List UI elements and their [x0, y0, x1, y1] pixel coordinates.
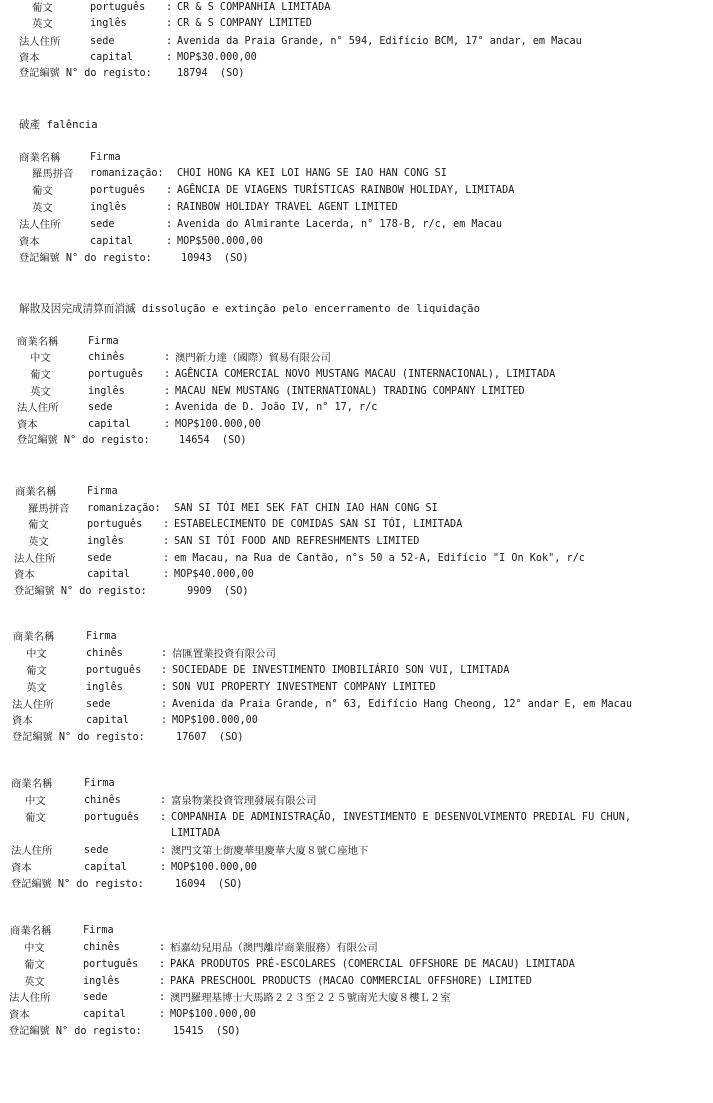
colon: :	[164, 402, 171, 413]
label-cn: 商業名稱	[17, 336, 59, 348]
entry-capital-row	[0, 417, 261, 433]
reg-label: 登記編號 N° do registo:	[12, 732, 145, 743]
label-cn: 中文	[26, 648, 47, 660]
label-pt: português	[83, 959, 139, 970]
entry-zh-row	[0, 646, 276, 662]
value: COMPANHIA DE ADMINISTRAÇÃO, INVESTIMENTO E DESENVOLVIMENTO PREDIAL FU CHUN,	[171, 812, 632, 823]
label-cn: 資本	[9, 1009, 30, 1021]
colon: :	[166, 236, 173, 247]
value: MOP$100.000,00	[171, 862, 257, 873]
label-cn: 法人住所	[11, 845, 53, 857]
entry-sede-row	[0, 400, 378, 416]
label-pt: capital	[90, 52, 133, 63]
entry-capital-row	[0, 567, 254, 583]
reg-value: 18794 (SO)	[177, 68, 245, 79]
colon: :	[166, 36, 173, 47]
colon: :	[164, 386, 171, 397]
entry-pt-row	[0, 517, 463, 533]
value: Avenida da Praia Grande, n° 594, Edifício BCM, 17° andar, em Macau	[177, 36, 582, 47]
entry-en-row	[0, 974, 532, 990]
reg-value: 14654 (SO)	[179, 435, 247, 446]
value: AGÊNCIA DE VIAGENS TURÍSTICAS RAINBOW HOLIDAY, LIMITADA	[177, 185, 515, 196]
label-cn: 英文	[30, 386, 51, 398]
value: MACAU NEW MUSTANG (INTERNATIONAL) TRADING COMPANY LIMITED	[175, 386, 525, 397]
value: CR & S COMPANY LIMITED	[177, 18, 312, 29]
colon: :	[166, 2, 173, 13]
label-pt: Firma	[86, 631, 117, 642]
entry-pt-row	[0, 810, 632, 826]
value: Avenida do Almirante Lacerda, n° 178-B, r/c, em Macau	[177, 219, 503, 230]
colon: :	[163, 536, 170, 547]
value: MOP$500.000,00	[177, 236, 263, 247]
value: em Macau, na Rua de Cantão, n°s 50 a 52-A, Edifício "I On Kok", r/c	[174, 553, 585, 564]
label-pt: sede	[83, 992, 108, 1003]
colon: :	[159, 1009, 166, 1020]
value: PAKA PRODUTOS PRÉ-ESCOLARES (COMERCIAL OFFSHORE DE MACAU) LIMITADA	[170, 959, 575, 970]
label-pt: português	[84, 812, 140, 823]
label-cn: 商業名稱	[10, 925, 52, 937]
label-cn: 法人住所	[19, 36, 61, 48]
label-pt: romanização:	[87, 503, 161, 514]
colon: :	[163, 569, 170, 580]
reg-label: 登記編號 N° do registo:	[9, 1026, 142, 1037]
entry-sede-row	[0, 217, 503, 233]
value: 富泉物業投資管理發展有限公司	[171, 795, 317, 807]
colon: :	[161, 715, 168, 726]
label-pt: inglês	[90, 18, 127, 29]
colon: :	[160, 795, 167, 806]
label-cn: 中文	[30, 352, 51, 364]
value: MOP$40.000,00	[174, 569, 254, 580]
colon: :	[164, 352, 171, 363]
label-cn: 英文	[24, 976, 45, 988]
entry-capital-row	[0, 234, 263, 250]
label-cn: 法人住所	[14, 553, 56, 565]
label-cn: 英文	[32, 18, 53, 30]
label-pt: sede	[88, 402, 113, 413]
label-pt: inglês	[87, 536, 124, 547]
label-cn: 葡文	[32, 185, 53, 197]
entry-en-row	[0, 200, 398, 216]
entry-reg-row	[0, 877, 243, 893]
colon: :	[160, 812, 167, 823]
colon: :	[160, 862, 167, 873]
colon: :	[166, 202, 173, 213]
label-cn: 商業名稱	[19, 152, 61, 164]
label-pt: sede	[84, 845, 109, 856]
label-pt: Firma	[84, 778, 115, 789]
entry-zh-row	[0, 793, 317, 809]
colon: :	[161, 648, 168, 659]
colon: :	[161, 699, 168, 710]
label-pt: inglês	[90, 202, 127, 213]
value: MOP$100.000,00	[175, 419, 261, 430]
value: SAN SI TÓI MEI SEK FAT CHIN IAO HAN CONG SI	[174, 503, 438, 514]
reg-label: 登記編號 N° do registo:	[14, 586, 147, 597]
entry-sede-row	[0, 551, 585, 567]
colon: :	[161, 665, 168, 676]
value: 澳門文第士街慶華里慶華大廈８號Ｃ座地下	[171, 845, 369, 857]
label-pt: chinês	[86, 648, 123, 659]
value: ESTABELECIMENTO DE COMIDAS SAN SI TÓI, LIMITADA	[174, 519, 463, 530]
reg-value: 16094 (SO)	[175, 879, 243, 890]
label-cn: 法人住所	[12, 699, 54, 711]
entry-zh-row	[0, 940, 378, 956]
label-cn: 葡文	[32, 2, 53, 14]
colon: :	[159, 942, 166, 953]
top-sede-row	[0, 34, 582, 50]
entry-pt-row	[0, 663, 510, 679]
label-cn: 資本	[19, 236, 40, 248]
label-cn: 中文	[25, 795, 46, 807]
entry-zh-row	[0, 350, 331, 366]
colon: :	[166, 185, 173, 196]
label-cn: 羅馬拼音	[28, 503, 70, 515]
colon: :	[161, 682, 168, 693]
label-cn: 葡文	[24, 959, 45, 971]
value: 澳門新力達（國際）貿易有限公司	[175, 352, 331, 364]
value: MOP$30.000,00	[177, 52, 257, 63]
value: LIMITADA	[171, 828, 221, 839]
reg-value: 17607 (SO)	[176, 732, 244, 743]
label-cn: 葡文	[28, 519, 49, 531]
label-cn: 葡文	[30, 369, 51, 381]
label-pt: Firma	[87, 486, 118, 497]
value: 信匯置業投資有限公司	[172, 648, 276, 660]
entry-pt-continuation-row	[0, 826, 221, 842]
label-cn: 資本	[11, 862, 32, 874]
entry-reg-row	[0, 730, 244, 746]
top-capital-row	[0, 50, 257, 66]
value: Avenida de D. João IV, n° 17, r/c	[175, 402, 378, 413]
label-cn: 英文	[32, 202, 53, 214]
label-cn: 葡文	[25, 812, 46, 824]
entry-pt-row	[0, 183, 515, 199]
value: CHOI HONG KA KEI LOI HANG SE IAO HAN CONG SI	[177, 168, 447, 179]
colon: :	[159, 976, 166, 987]
entry-sede-row	[0, 990, 451, 1006]
label-pt: chinês	[84, 795, 121, 806]
top-reg-row	[0, 66, 245, 82]
label-pt: sede	[86, 699, 111, 710]
colon: :	[166, 219, 173, 230]
colon: :	[166, 52, 173, 63]
value: PAKA PRESCHOOL PRODUCTS (MACAO COMMERCIAL OFFSHORE) LIMITED	[170, 976, 532, 987]
entry-firma-row	[0, 776, 115, 792]
label-cn: 羅馬拼音	[32, 168, 74, 180]
label-cn: 法人住所	[17, 402, 59, 414]
colon: :	[163, 553, 170, 564]
reg-label: 登記編號 N° do registo:	[11, 879, 144, 890]
label-pt: capital	[87, 569, 130, 580]
reg-value: 10943 (SO)	[181, 253, 249, 264]
value: SOCIEDADE DE INVESTIMENTO IMOBILIÁRIO SON VUI, LIMITADA	[172, 665, 510, 676]
label-cn: 法人住所	[9, 992, 51, 1004]
value: CR & S COMPANHIA LIMITADA	[177, 2, 331, 13]
value: Avenida da Praia Grande, n° 63, Edifício Hang Cheong, 12° andar E, em Macau	[172, 699, 633, 710]
label-pt: romanização:	[90, 168, 164, 179]
label-cn: 中文	[24, 942, 45, 954]
colon: :	[160, 845, 167, 856]
section-heading-falencia: 破產 falência	[19, 119, 98, 131]
entry-sede-row	[0, 697, 633, 713]
label-pt: inglês	[83, 976, 120, 987]
label-pt: capital	[83, 1009, 126, 1020]
entry-reg-row	[0, 1024, 241, 1040]
value: MOP$100.000,00	[170, 1009, 256, 1020]
entry-pt-row	[0, 957, 575, 973]
label-cn: 英文	[26, 682, 47, 694]
entry-en-row	[0, 384, 525, 400]
label-pt: capital	[90, 236, 133, 247]
entry-rom-row	[0, 166, 447, 182]
value: RAINBOW HOLIDAY TRAVEL AGENT LIMITED	[177, 202, 398, 213]
reg-value: 15415 (SO)	[173, 1026, 241, 1037]
label-pt: capital	[84, 862, 127, 873]
entry-reg-row	[0, 584, 249, 600]
label-pt: sede	[90, 36, 115, 47]
label-cn: 英文	[28, 536, 49, 548]
label-cn: 法人住所	[19, 219, 61, 231]
label-pt: chinês	[88, 352, 125, 363]
label-cn: 資本	[17, 419, 38, 431]
label-cn: 商業名稱	[15, 486, 57, 498]
entry-reg-row	[0, 251, 249, 267]
label-pt: capital	[86, 715, 129, 726]
top-en-row	[0, 16, 312, 32]
colon: :	[159, 992, 166, 1003]
label-pt: capital	[88, 419, 131, 430]
entry-firma-row	[0, 484, 118, 500]
entry-en-row	[0, 534, 420, 550]
colon: :	[164, 369, 171, 380]
entry-sede-row	[0, 843, 369, 859]
label-pt: chinês	[83, 942, 120, 953]
entry-capital-row	[0, 1007, 256, 1023]
label-pt: português	[90, 2, 146, 13]
value: MOP$100.000,00	[172, 715, 258, 726]
value: 栢嘉幼兒用品（澳門離岸商業服務）有限公司	[170, 942, 378, 954]
label-cn: 資本	[12, 715, 33, 727]
label-pt: inglês	[88, 386, 125, 397]
label-pt: Firma	[88, 336, 119, 347]
entry-firma-row	[0, 334, 119, 350]
label-pt: português	[90, 185, 146, 196]
section-heading-dissolucao: 解散及因完成清算而消滅 dissolução e extinção pelo encerramento de liquidação	[19, 303, 480, 315]
entry-firma-row	[0, 150, 121, 166]
label-cn: 葡文	[26, 665, 47, 677]
entry-capital-row	[0, 860, 257, 876]
entry-reg-row	[0, 433, 247, 449]
reg-label: 登記編號 N° do registo:	[19, 253, 152, 264]
label-cn: 商業名稱	[11, 778, 53, 790]
reg-label: 登記編號 N° do registo:	[17, 435, 150, 446]
value: SAN SI TÓI FOOD AND REFRESHMENTS LIMITED	[174, 536, 420, 547]
label-cn: 商業名稱	[13, 631, 55, 643]
entry-en-row	[0, 680, 436, 696]
value: 澳門羅理基博士大馬路２２３至２２５號南光大廈８樓Ｌ２室	[170, 992, 451, 1004]
colon: :	[166, 18, 173, 29]
label-cn: 資本	[14, 569, 35, 581]
entry-rom-row	[0, 501, 438, 517]
label-pt: português	[86, 665, 142, 676]
label-pt: português	[88, 369, 144, 380]
label-cn: 資本	[19, 52, 40, 64]
entry-pt-row	[0, 367, 556, 383]
top-pt-row	[0, 0, 331, 16]
reg-value: 9909 (SO)	[181, 586, 249, 597]
entry-capital-row	[0, 713, 258, 729]
colon: :	[163, 519, 170, 530]
reg-label: 登記編號 N° do registo:	[19, 68, 152, 79]
value: SON VUI PROPERTY INVESTMENT COMPANY LIMITED	[172, 682, 436, 693]
colon: :	[164, 419, 171, 430]
label-pt: sede	[87, 553, 112, 564]
value: AGÊNCIA COMERCIAL NOVO MUSTANG MACAU (INTERNACIONAL), LIMITADA	[175, 369, 556, 380]
label-pt: inglês	[86, 682, 123, 693]
colon: :	[159, 959, 166, 970]
label-pt: português	[87, 519, 143, 530]
label-pt: Firma	[90, 152, 121, 163]
entry-firma-row	[0, 629, 117, 645]
label-pt: sede	[90, 219, 115, 230]
entry-firma-row	[0, 923, 114, 939]
label-pt: Firma	[83, 925, 114, 936]
